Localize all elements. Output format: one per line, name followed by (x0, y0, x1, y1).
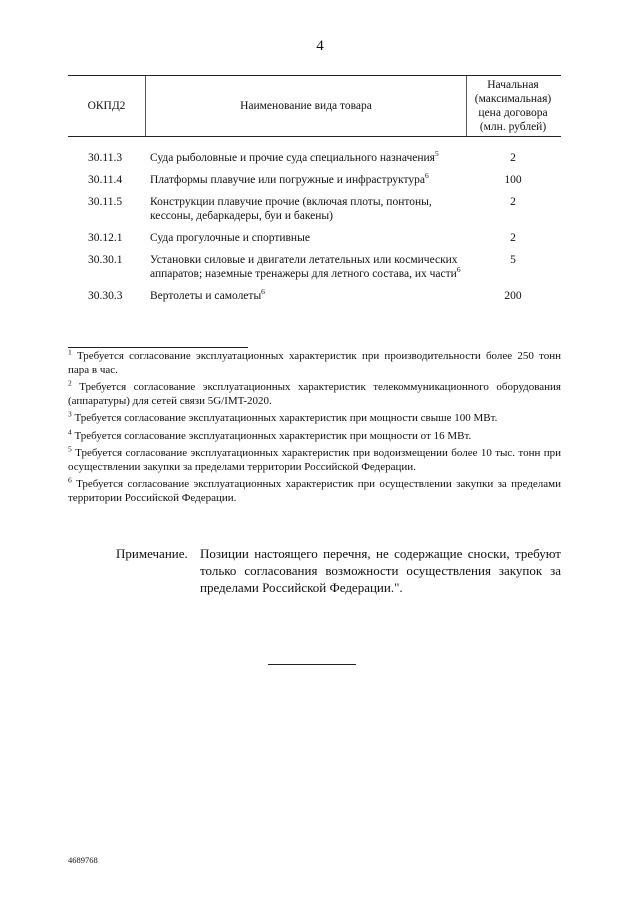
okpd2-code: 30.11.5 (88, 196, 123, 208)
initial-price: 2 (510, 152, 516, 164)
table-row (68, 231, 561, 245)
okpd2-code: 30.12.1 (88, 232, 123, 244)
footnote-number: 1 (68, 347, 72, 357)
table-row (68, 289, 561, 303)
table-row (68, 173, 561, 187)
footnotes (68, 347, 562, 509)
okpd2-code: 30.11.4 (88, 174, 123, 186)
footnote-number: 3 (68, 409, 72, 419)
footnote: $^2$ Требуется согласование эксплуатационных характеристик телекоммуникационного оборудования (аппаратуры) для сетей связи 5G/IMT-2020. (68, 378, 561, 407)
goods-table (68, 75, 561, 311)
okpd2-code: 30.11.3 (88, 152, 123, 164)
page-number: 4 (316, 38, 324, 54)
end-separator (268, 664, 356, 665)
footnote: $^3$ Требуется согласование эксплуатационных характеристик при мощности свыше 100 МВт. (68, 409, 498, 424)
document-id: 4689768 (68, 855, 98, 865)
footnote: $^5$ Требуется согласование эксплуатационных характеристик при водоизмещении более 10 тыс. тонн при осуществлении закупки за пределами территории Российской Федерации. (68, 444, 562, 473)
initial-price: 2 (510, 232, 516, 244)
okpd2-code: 30.30.1 (88, 254, 123, 266)
initial-price: 100 (504, 174, 522, 186)
footnote-ref: 6 (261, 287, 265, 297)
footnote-ref: 6 (424, 171, 429, 181)
note-block (116, 545, 561, 596)
table-row (68, 195, 561, 223)
footnote-number: 2 (68, 378, 72, 388)
goods-name: Конструкции плавучие прочие (включая плоты, понтоны, кессоны, дебаркадеры, буи и бакены) (150, 196, 432, 222)
goods-name: Суда прогулочные и спортивные (150, 232, 310, 244)
table-row (68, 253, 561, 281)
table-header (68, 75, 561, 137)
goods-name: Вертолеты и самолеты$^6$ (150, 287, 265, 302)
goods-name: Установки силовые и двигатели летательных или космических аппаратов; наземные тренажеры для летного состава, их части$^6$ (150, 254, 461, 280)
footnote-separator (68, 347, 248, 348)
footnote-number: 4 (68, 426, 72, 436)
initial-price: 5 (510, 254, 516, 266)
note-text: Позиции настоящего перечня, не содержащие сноски, требуют только согласования возможности осуществления закупок за пределами Российской Федерации.". (200, 546, 561, 595)
goods-name: Суда рыболовные и прочие суда специального назначения$^5$ (150, 149, 439, 164)
note-label: Примечание. (116, 546, 188, 561)
footnote: $^4$ Требуется согласование эксплуатационных характеристик при мощности от 16 МВт. (68, 426, 472, 442)
footnote: $^1$ Требуется согласование эксплуатационных характеристик при производительности более 250 тонн пара в час. (68, 347, 561, 376)
initial-price: 2 (510, 196, 516, 208)
goods-name: Платформы плавучие или погружные и инфраструктура$^6$ (150, 171, 429, 186)
footnote-ref: 5 (434, 149, 439, 159)
header-initial-price: Начальная (максимальная) цена договора (млн. рублей) (474, 79, 552, 133)
footnote-ref: 6 (456, 265, 461, 275)
table-body (68, 137, 561, 303)
footnote: $^6$ Требуется согласование эксплуатационных характеристик при осуществлении закупки за пределами территории Российской Федерации. (68, 475, 561, 504)
okpd2-code: 30.30.3 (88, 290, 123, 302)
header-okpd2: ОКПД2 (87, 100, 126, 112)
table-row (68, 151, 561, 165)
footnote-number: 5 (68, 444, 72, 454)
footnote-number: 6 (68, 475, 72, 485)
header-goods-name: Наименование вида товара (145, 76, 467, 136)
initial-price: 200 (504, 290, 522, 302)
